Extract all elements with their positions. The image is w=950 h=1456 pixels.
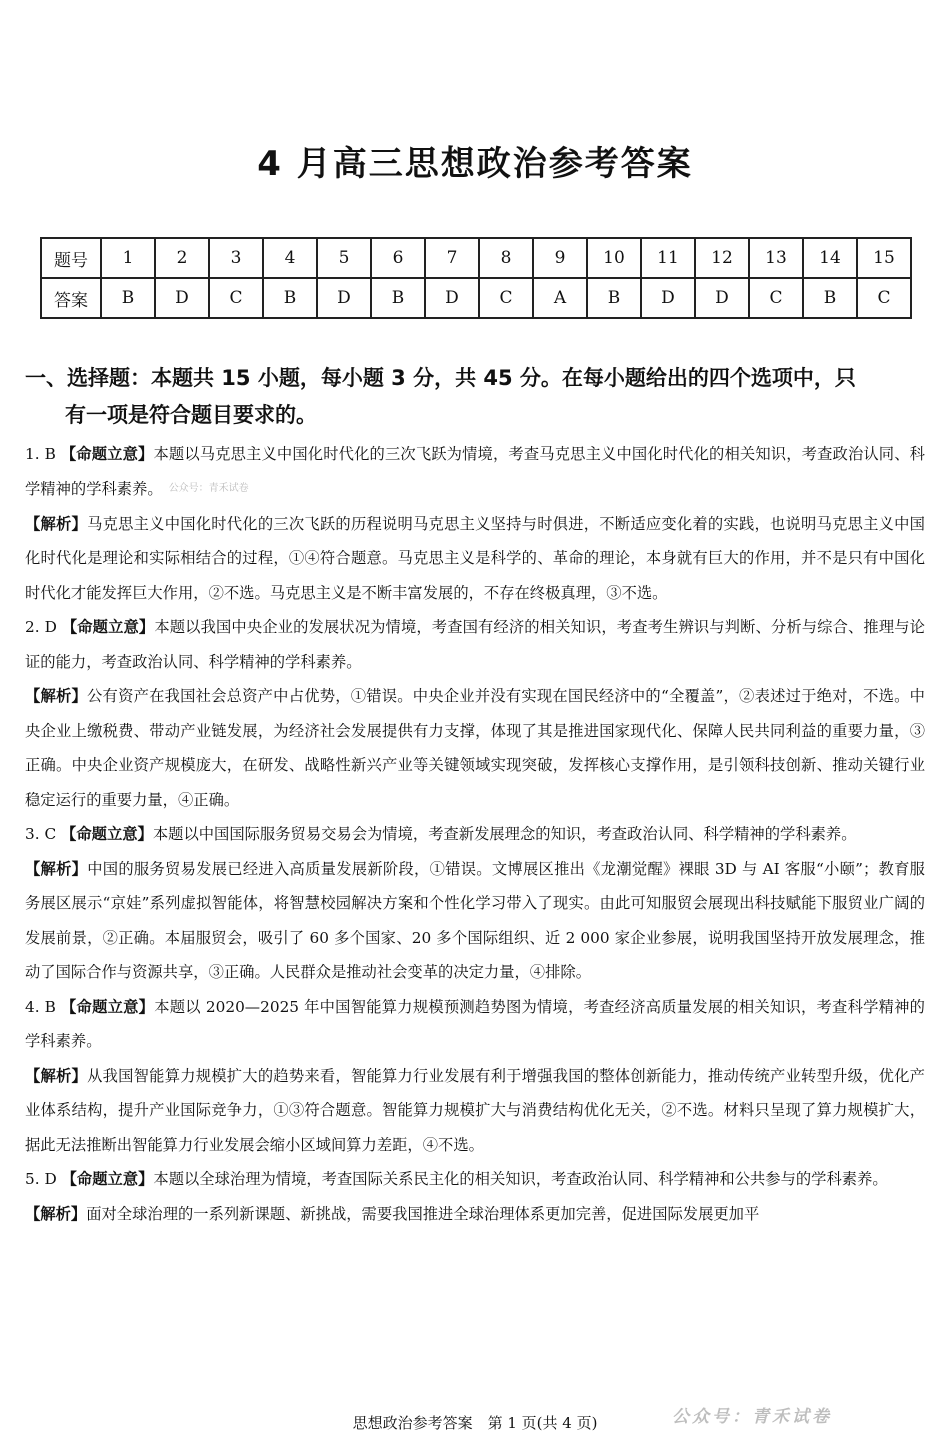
- question-number: 4: [263, 238, 317, 278]
- row-header-number: 题号: [41, 238, 101, 278]
- question-number: 7: [425, 238, 479, 278]
- item-intent: [25, 610, 925, 679]
- item-head: 2. D: [25, 618, 57, 637]
- item-head: 1. B: [25, 445, 56, 463]
- item-analysis: [25, 1197, 925, 1232]
- answer-cell: C: [209, 278, 263, 318]
- page-footer: 思想政治参考答案 第 1 页(共 4 页): [352, 1414, 598, 1432]
- answer-cell: B: [587, 278, 641, 318]
- question-number: 8: [479, 238, 533, 278]
- question-number: 15: [857, 238, 911, 278]
- page-title: 4 月高三思想政治参考答案: [257, 144, 693, 184]
- analysis-tag: 【解析】: [25, 1204, 87, 1223]
- row-header-answer: 答案: [41, 278, 101, 318]
- intent-text: 本题以 2020—2025 年中国智能算力规模预测趋势图为情境，考查经济高质量发展的相关知识，考查科学精神的学科素养。: [25, 997, 925, 1051]
- question-number: 10: [587, 238, 641, 278]
- section-heading: [25, 360, 930, 434]
- question-number: 13: [749, 238, 803, 278]
- watermark-text: 公众号：青禾试卷: [168, 483, 249, 495]
- item-analysis: [25, 679, 925, 817]
- question-number: 5: [317, 238, 371, 278]
- answer-cell: B: [371, 278, 425, 318]
- answer-cell: D: [641, 278, 695, 318]
- item-intent: [25, 990, 925, 1059]
- item-analysis: [25, 507, 925, 611]
- answer-cell: C: [479, 278, 533, 318]
- intent-tag: 【命题立意】: [60, 445, 154, 463]
- question-number: 2: [155, 238, 209, 278]
- analysis-text: 公有资产在我国社会总资产中占优势，①错误。中央企业并没有实现在国民经济中的“全覆盖”，②表述过于绝对，不选。中央企业上缴税费、带动产业链发展，为经济社会发展提供有力支撑，体现了其是推进国家现代化、保障人民共同利益的重要力量，③正确。中央企业资产规模庞大，在研发、战略性新兴产业等关键领域实现突破，发挥核心支撑作用，是引领科技创新、推动关键行业稳定运行的重要力量，④正确。: [25, 687, 925, 809]
- answer-cell: B: [803, 278, 857, 318]
- item-intent: [25, 817, 925, 852]
- analysis-text: 面对全球治理的一系列新课题、新挑战，需要我国推进全球治理体系更加完善，促进国际发展更加平: [86, 1204, 760, 1223]
- analysis-tag: 【解析】: [25, 1066, 88, 1085]
- question-number: 3: [209, 238, 263, 278]
- question-number: 9: [533, 238, 587, 278]
- answer-cell: A: [533, 278, 587, 318]
- analysis-tag: 【解析】: [25, 514, 88, 533]
- intent-text: 本题以马克思主义中国化时代化的三次飞跃为情境，考查马克思主义中国化时代化的相关知识，考查政治认同、科学精神的学科素养。: [25, 445, 925, 498]
- intent-tag: 【命题立意】: [61, 825, 153, 844]
- analysis-tag: 【解析】: [25, 687, 88, 706]
- intent-text: 本题以中国国际服务贸易交易会为情境，考查新发展理念的知识，考查政治认同、科学精神的学科素养。: [152, 825, 857, 844]
- question-number: 6: [371, 238, 425, 278]
- question-number: 11: [641, 238, 695, 278]
- section-heading-line1: 一、选择题：本题共 15 小题，每小题 3 分，共 45 分。在每小题给出的四个选项中，只: [25, 366, 856, 390]
- intent-tag: 【命题立意】: [61, 1170, 154, 1189]
- section-heading-line2: 有一项是符合题目要求的。: [65, 403, 317, 427]
- item-head: 5. D: [25, 1170, 57, 1189]
- answer-cell: C: [749, 278, 803, 318]
- analysis-tag: 【解析】: [25, 859, 88, 878]
- answer-cell: D: [317, 278, 371, 318]
- table-row-numbers: [41, 238, 911, 278]
- analysis-text: 马克思主义中国化时代化的三次飞跃的历程说明马克思主义坚持与时俱进，不断适应变化着的实践，也说明马克思主义中国化时代化是理论和实际相结合的过程，①④符合题意。马克思主义是科学的、革命的理论，本身就有巨大的作用，并不是只有中国化时代化才能发挥巨大作用，②不选。马克思主义是不断丰富发展的，不存在终极真理，③不选。: [25, 514, 925, 602]
- intent-text: 本题以全球治理为情境，考查国际关系民主化的相关知识，考查政治认同、科学精神和公共参与的学科素养。: [153, 1170, 888, 1189]
- item-head: 3. C: [25, 825, 57, 844]
- item-analysis: [25, 1059, 925, 1163]
- intent-tag: 【命题立意】: [61, 997, 155, 1016]
- item-intent: [25, 1162, 925, 1197]
- question-number: 12: [695, 238, 749, 278]
- answer-explanations: [25, 437, 925, 1231]
- answer-cell: D: [695, 278, 749, 318]
- footer-watermark: 公众号：青禾试卷: [672, 1407, 832, 1427]
- item-analysis: [25, 852, 925, 990]
- item-head: 4. B: [25, 997, 56, 1016]
- answer-cell: D: [425, 278, 479, 318]
- answer-cell: C: [857, 278, 911, 318]
- question-number: 1: [101, 238, 155, 278]
- answer-cell: D: [155, 278, 209, 318]
- item-intent: [25, 437, 925, 507]
- answer-table: [40, 237, 912, 319]
- analysis-text: 从我国智能算力规模扩大的趋势来看，智能算力行业发展有利于增强我国的整体创新能力，推动传统产业转型升级，优化产业体系结构，提升产业国际竞争力，①③符合题意。智能算力规模扩大与消费结构优化无关，②不选。材料只呈现了算力规模扩大，据此无法推断出智能算力行业发展会缩小区域间算力差距，④不选。: [25, 1066, 925, 1154]
- question-number: 14: [803, 238, 857, 278]
- table-row-answers: [41, 278, 911, 318]
- answer-cell: B: [263, 278, 317, 318]
- intent-tag: 【命题立意】: [61, 618, 155, 637]
- answer-cell: B: [101, 278, 155, 318]
- intent-text: 本题以我国中央企业的发展状况为情境，考查国有经济的相关知识，考查考生辨识与判断、分析与综合、推理与论证的能力，考查政治认同、科学精神的学科素养。: [25, 618, 925, 671]
- analysis-text: 中国的服务贸易发展已经进入高质量发展新阶段，①错误。文博展区推出《龙潮觉醒》裸眼 3D 与 AI 客服“小颐”；教育服务展区展示“京娃”系列虚拟智能体，将智慧校园解决方案和个性化学习带入了现实。由此可知服贸会展现出科技赋能下服贸业广阔的发展前景，②正确。本届服贸会，吸引了 60 多个国家、20 多个国际组织、近 2 000 家企业参展，说明我国坚持开放发展理念，推动了国际合作与资源共享，③正确。人民群众是推动社会变革的决定力量，④排除。: [25, 859, 925, 982]
